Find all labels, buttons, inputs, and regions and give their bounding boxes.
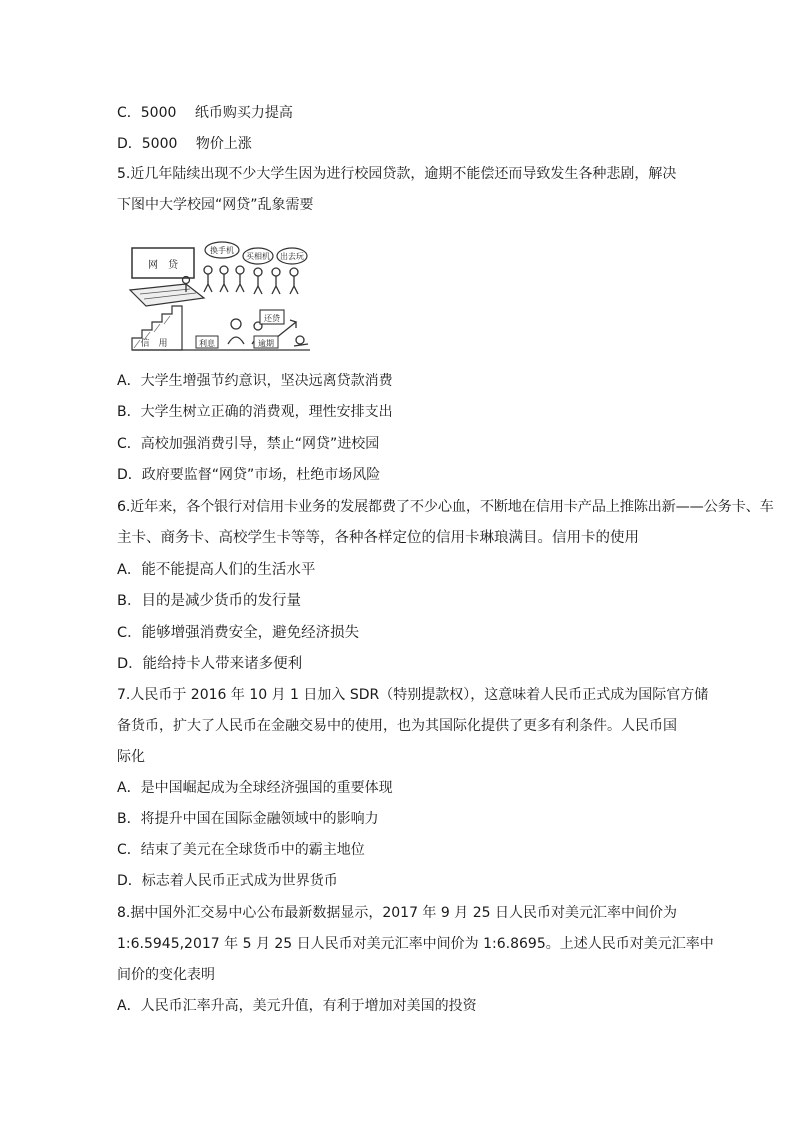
question-6-stem: 6.近年来，各个银行对信用卡业务的发展都费了不少心血，不断地在信用卡产品上推陈出新——公务卡、车	[117, 499, 774, 515]
line-d-option: D．5000 物价上涨	[117, 136, 252, 152]
campus-loan-cartoon	[126, 240, 310, 354]
q7-option-a: A．是中国崛起成为全球经济强国的重要体现	[117, 780, 393, 796]
keyboard-shape	[130, 284, 204, 306]
q7-option-d: D．标志着人民币正式成为世界货币	[117, 873, 338, 889]
question-7-stem-end: 际化	[117, 749, 145, 765]
stairs-hatch	[134, 340, 140, 348]
bubble-text-1: 换手机	[210, 246, 234, 255]
bubble-text-2: 买相机	[246, 252, 270, 261]
stairs-hatch	[154, 324, 160, 332]
question-6-stem-cont: 主卡、商务卡、高校学生卡等等，各种各样定位的信用卡琳琅满目。信用卡的使用	[117, 530, 639, 546]
q6-option-d: D．能给持卡人带来诸多便利	[117, 656, 303, 672]
q6-option-c: C．能够增强消费安全，避免经济损失	[117, 625, 360, 641]
question-7-stem-cont: 备货币，扩大了人民币在金融交易中的使用，也为其国际化提供了更多有利条件。人民币国	[117, 718, 677, 734]
stairs-hatch	[164, 316, 170, 324]
interest-label: 利息	[199, 339, 215, 348]
question-8-stem: 8.据中国外汇交易中心公布最新数据显示，2017 年 9 月 25 日人民币对美元汇率中间价为	[117, 905, 677, 921]
q6-option-a: A．能不能提高人们的生活水平	[117, 562, 316, 578]
q5-option-b: B．大学生树立正确的消费观，理性安排支出	[117, 404, 393, 420]
line-c-option: C．5000 纸币购买力提高	[117, 105, 293, 121]
q7-option-c: C．结束了美元在全球货币中的霸主地位	[117, 842, 365, 858]
question-5-stem-cont: 下图中大学校园“网贷”乱象需要	[117, 197, 314, 213]
q8-option-a: A．人民币汇率升高，美元升值，有利于增加对美国的投资	[117, 998, 477, 1014]
q5-option-d: D．政府要监督“网贷”市场，杜绝市场风险	[117, 467, 381, 483]
question-8-stem-cont: 1:6.5945,2017 年 5 月 25 日人民币对美元汇率中间价为 1:6.8695。上述人民币对美元汇率中	[117, 936, 714, 952]
stair-label: 信 用	[140, 339, 168, 349]
q5-option-c: C．高校加强消费引导，禁止“网贷”进校园	[117, 436, 380, 452]
q5-option-a: A．大学生增强节约意识，坚决远离贷款消费	[117, 373, 393, 389]
overdue-label: 逾期	[258, 339, 274, 348]
bubble-text-3: 出去玩	[280, 252, 304, 261]
question-8-stem-end: 间价的变化表明	[117, 967, 215, 983]
q6-option-b: B．目的是减少货币的发行量	[117, 593, 301, 609]
monitor-label: 网 贷	[148, 260, 178, 271]
question-5-stem: 5.近几年陆续出现不少大学生因为进行校园贷款，逾期不能偿还而导致发生各种悲剧，解决	[117, 166, 677, 182]
q7-option-b: B．将提升中国在国际金融领域中的影响力	[117, 811, 379, 827]
question-7-stem: 7.人民币于 2016 年 10 月 1 日加入 SDR（特别提款权），这意味着人民币正式成为国际官方储	[117, 687, 709, 703]
walking-figures	[183, 266, 299, 294]
repay-label: 还贷	[264, 314, 280, 323]
